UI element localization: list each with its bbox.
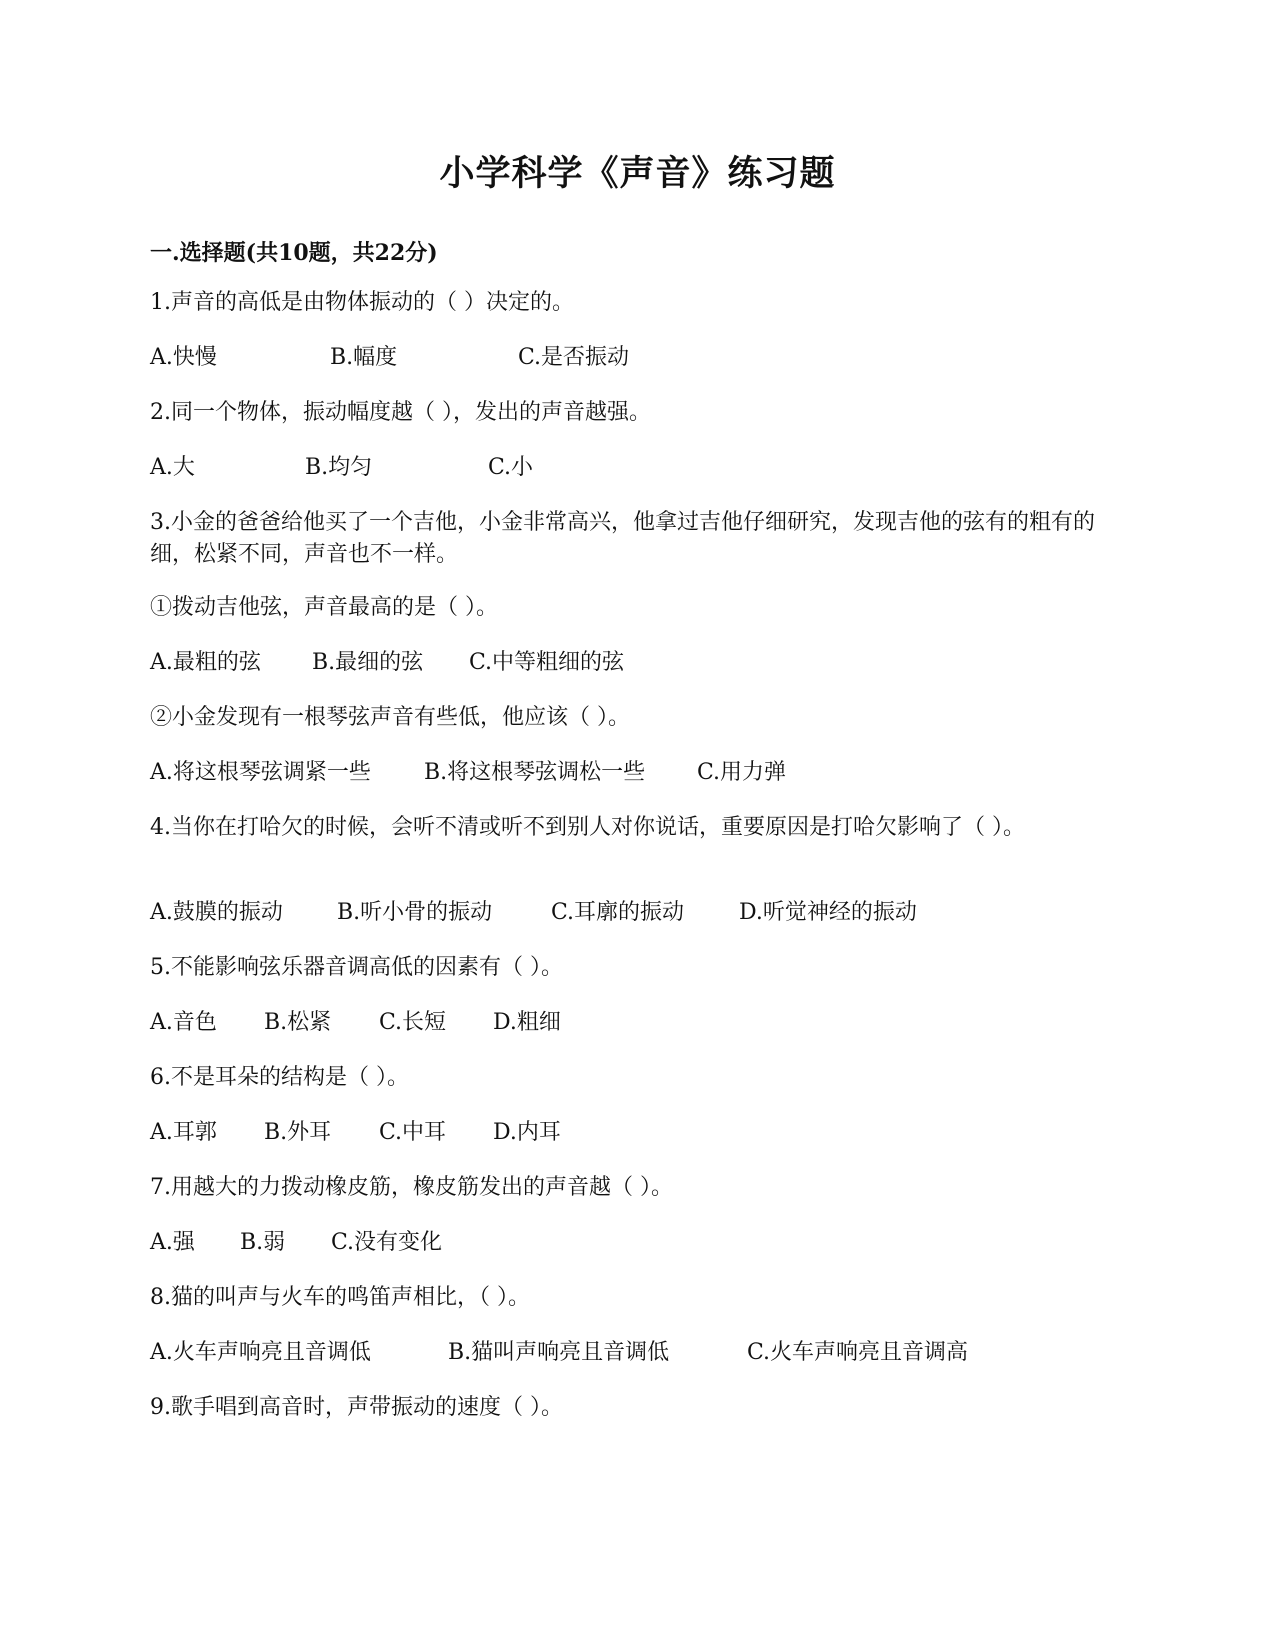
question-3-sub2-option-a: A.将这根琴弦调紧一些 bbox=[150, 760, 371, 785]
question-7-option-b: B.弱 bbox=[240, 1230, 286, 1255]
question-7-option-a: A.强 bbox=[150, 1230, 195, 1255]
question-1-option-c: C.是否振动 bbox=[518, 345, 630, 370]
question-4-option-a: A.鼓膜的振动 bbox=[150, 900, 283, 925]
question-5-option-b: B.松紧 bbox=[264, 1010, 332, 1035]
question-8-option-a: A.火车声响亮且音调低 bbox=[150, 1340, 371, 1365]
question-3-stem: 3.小金的爸爸给他买了一个吉他，小金非常高兴，他拿过吉他仔细研究，发现吉他的弦有的粗有的细，松紧不同，声音也不一样。 bbox=[150, 510, 1095, 567]
question-1-option-b: B.幅度 bbox=[330, 345, 398, 370]
question-3-sub1-stem: ①拨动吉他弦，声音最高的是（ ）。 bbox=[150, 595, 498, 620]
question-6-option-b: B.外耳 bbox=[264, 1120, 332, 1145]
question-2-option-b: B.均匀 bbox=[305, 455, 373, 480]
question-3-sub2-option-b: B.将这根琴弦调松一些 bbox=[424, 760, 646, 785]
question-2-stem: 2.同一个物体，振动幅度越（ ），发出的声音越强。 bbox=[150, 400, 651, 425]
section-heading: 一.选择题(共10题，共22分) bbox=[150, 240, 438, 266]
question-3-sub1-option-a: A.最粗的弦 bbox=[150, 650, 261, 675]
question-6-option-c: C.中耳 bbox=[379, 1120, 447, 1145]
question-4-option-b: B.听小骨的振动 bbox=[337, 900, 493, 925]
question-5-option-a: A.音色 bbox=[150, 1010, 217, 1035]
question-1-stem: 1.声音的高低是由物体振动的（ ）决定的。 bbox=[150, 290, 574, 315]
question-6-option-d: D.内耳 bbox=[493, 1120, 561, 1145]
question-8-option-b: B.猫叫声响亮且音调低 bbox=[448, 1340, 670, 1365]
question-4-stem: 4.当你在打哈欠的时候，会听不清或听不到别人对你说话，重要原因是打哈欠影响了（ ）。 bbox=[150, 815, 1025, 840]
question-3-sub1-option-b: B.最细的弦 bbox=[312, 650, 424, 675]
question-3-sub2-option-c: C.用力弹 bbox=[697, 760, 787, 785]
question-5-option-d: D.粗细 bbox=[493, 1010, 561, 1035]
question-3-sub2-stem: ②小金发现有一根琴弦声音有些低，他应该（ ）。 bbox=[150, 705, 630, 730]
page-title: 小学科学《声音》练习题 bbox=[439, 153, 836, 194]
question-7-option-c: C.没有变化 bbox=[331, 1230, 443, 1255]
question-6-stem: 6.不是耳朵的结构是（ ）。 bbox=[150, 1065, 409, 1090]
question-5-stem: 5.不能影响弦乐器音调高低的因素有（ ）。 bbox=[150, 955, 563, 980]
question-5-option-c: C.长短 bbox=[379, 1010, 447, 1035]
question-2-option-a: A.大 bbox=[150, 455, 195, 480]
question-6-option-a: A.耳郭 bbox=[150, 1120, 217, 1145]
question-9-stem: 9.歌手唱到高音时，声带振动的速度（ ）。 bbox=[150, 1395, 563, 1420]
question-7-stem: 7.用越大的力拨动橡皮筋，橡皮筋发出的声音越（ ）。 bbox=[150, 1175, 673, 1200]
question-4-option-c: C.耳廓的振动 bbox=[551, 900, 685, 925]
question-3-sub1-option-c: C.中等粗细的弦 bbox=[469, 650, 625, 675]
question-2-option-c: C.小 bbox=[488, 455, 534, 480]
question-1-option-a: A.快慢 bbox=[150, 345, 217, 370]
question-8-option-c: C.火车声响亮且音调高 bbox=[747, 1340, 969, 1365]
question-8-stem: 8.猫的叫声与火车的鸣笛声相比，（ ）。 bbox=[150, 1285, 530, 1310]
question-4-option-d: D.听觉神经的振动 bbox=[739, 900, 917, 925]
